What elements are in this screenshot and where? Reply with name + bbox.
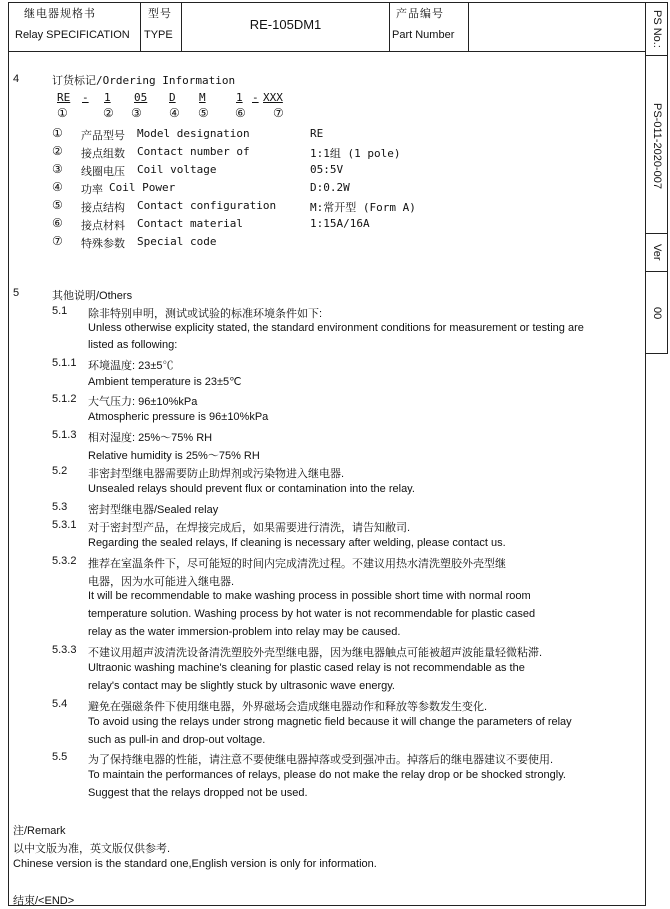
row-label-cn: 功率 xyxy=(81,183,103,196)
clause-text-en: temperature solution. Washing process by hot water is not recommendable for plastic cased xyxy=(88,608,536,620)
marker-6: ⑥ xyxy=(235,106,246,120)
row-marker: ③ xyxy=(52,162,63,176)
part-number-label-cell xyxy=(390,2,469,52)
marker-2: ② xyxy=(103,106,114,120)
clause-text-en: It will be recommendable to make washing process in possible short time with normal room xyxy=(88,590,531,602)
type-value-cell xyxy=(182,2,390,52)
clause-text-en: Regarding the sealed relays, If cleaning is necessary after welding, please contact us. xyxy=(88,537,506,549)
row-marker: ② xyxy=(52,144,63,158)
row-value: 1:1组 (1 pole) xyxy=(310,147,401,160)
type-label-cell xyxy=(141,2,182,52)
row-label-en: Contact number of xyxy=(137,145,250,158)
clause-number: 5.5 xyxy=(52,751,68,763)
clause-text-cn: 非密封型继电器需要防止助焊剂或污染物进入继电器. xyxy=(88,468,345,480)
code-part-material: 1 xyxy=(236,91,243,104)
marker-1: ① xyxy=(57,106,68,120)
clause-number: 5.4 xyxy=(52,698,68,710)
marker-4: ④ xyxy=(169,106,180,120)
clause-text-en: such as pull-in and drop-out voltage. xyxy=(88,734,266,746)
clause-number: 5.1.1 xyxy=(52,357,77,369)
version-value: 00 xyxy=(651,306,663,320)
row-value: 05:5V xyxy=(310,163,344,176)
section-5-number: 5 xyxy=(13,287,20,299)
part-number-label-cn: 产品编号 xyxy=(396,8,444,20)
part-number-label-en: Part Number xyxy=(392,29,455,41)
clause-text-cn: 对于密封型产品，在焊接完成后，如果需要进行清洗，请告知敝司. xyxy=(88,522,411,534)
row-marker: ⑥ xyxy=(52,216,63,230)
clause-text-en: Ultraonic washing machine's cleaning for plastic cased relay is not recommendable as the xyxy=(88,662,525,674)
section-5-title: 其他说明/Others xyxy=(52,290,133,302)
clause-number: 5.3.2 xyxy=(52,555,77,567)
code-part-dash: - xyxy=(252,91,259,104)
clause-text-en: To maintain the performances of relays, please do not make the relay drop or be shocked strongly. xyxy=(88,769,566,781)
end-marker: 结束/<END> xyxy=(13,895,75,907)
clause-text-en: Suggest that the relays dropped not be used. xyxy=(88,787,308,799)
spec-title-cn: 继电器规格书 xyxy=(24,8,96,20)
clause-text-cn: 大气压力: 96±10%kPa xyxy=(88,396,198,408)
code-part-series: RE xyxy=(57,91,71,104)
code-part-configuration: M xyxy=(199,91,206,104)
row-value: D:0.2W xyxy=(310,181,350,194)
clause-text-en: relay's contact may be slightly stuck by ultrasonic wave energy. xyxy=(88,680,395,692)
row-label-cn: 接点材料 xyxy=(81,219,125,232)
type-label-cn: 型号 xyxy=(148,8,172,20)
section-4-title: 订货标记/Ordering Information xyxy=(52,74,236,87)
clause-text-cn: 不建议用超声波清洗设备清洗塑胶外壳型继电器，因为继电器触点可能被超声波能量轻微粘滞. xyxy=(88,647,543,659)
remark-text-en: Chinese version is the standard one,English version is only for information. xyxy=(13,858,377,870)
document-sidebar xyxy=(646,2,668,354)
ps-number-label: PS No.: xyxy=(651,10,663,48)
clause-text-cn: 避免在强磁条件下使用继电器，外界磁场会造成继电器动作和释放等参数发生变化. xyxy=(88,701,488,713)
code-part-special: XXX xyxy=(263,91,283,104)
clause-text-cn: 除非特别申明，测试或试验的标准环境条件如下: xyxy=(88,308,323,320)
remark-title: 注/Remark xyxy=(13,825,66,837)
clause-text-en: Unsealed relays should prevent flux or contamination into the relay. xyxy=(88,483,415,495)
row-label-en: Coil voltage xyxy=(137,163,217,176)
clause-text-en: Atmospheric pressure is 96±10%kPa xyxy=(88,411,269,423)
spec-title-en: Relay SPECIFICATION xyxy=(15,29,130,41)
clause-text-cn: 推荐在室温条件下，尽可能短的时间内完成清洗过程。不建议用热水清洗塑胶外壳型继 xyxy=(88,558,506,570)
clause-number: 5.3 xyxy=(52,501,68,513)
clause-text-en: Unless otherwise explicity stated, the standard environment conditions for measurement or testing are xyxy=(88,322,584,334)
section-4-number: 4 xyxy=(13,73,20,85)
code-part-power: D xyxy=(169,91,176,104)
clause-number: 5.1 xyxy=(52,305,68,317)
row-label-cn: 特殊参数 xyxy=(81,237,125,250)
code-part-poles: 1 xyxy=(104,91,111,104)
row-label-en: Contact material xyxy=(137,217,243,230)
marker-3: ③ xyxy=(131,106,142,120)
clause-number: 5.1.3 xyxy=(52,429,77,441)
clause-text-cn: 为了保持继电器的性能，请注意不要使继电器掉落或受到强冲击。掉落后的继电器建议不要使用. xyxy=(88,754,554,766)
spec-title-cell xyxy=(8,2,141,52)
clause-text-en: Ambient temperature is 23±5℃ xyxy=(88,376,242,388)
clause-text: 密封型继电器/Sealed relay xyxy=(88,504,219,516)
clause-text-en: listed as following: xyxy=(88,339,178,351)
row-value: RE xyxy=(310,127,324,140)
clause-text-en: Relative humidity is 25%～75% RH xyxy=(88,450,260,462)
type-label-en: TYPE xyxy=(144,29,173,41)
clause-number: 5.3.3 xyxy=(52,644,77,656)
ps-number-value: PS-011-2020-007 xyxy=(651,102,663,190)
version-label: Ver xyxy=(651,243,663,261)
type-value: RE-105DM1 xyxy=(249,17,322,32)
code-part-voltage: 05 xyxy=(134,91,148,104)
marker-7: ⑦ xyxy=(273,106,284,120)
clause-number: 5.2 xyxy=(52,465,68,477)
clause-text-cn: 环境温度: 23±5℃ xyxy=(88,360,174,372)
code-part-dash: - xyxy=(82,91,89,104)
row-marker: ① xyxy=(52,126,63,140)
clause-text-cn: 电器，因为水可能进入继电器. xyxy=(88,576,235,588)
row-marker: ⑦ xyxy=(52,234,63,248)
row-label-en: Special code xyxy=(137,235,217,248)
row-label-cn: 产品型号 xyxy=(81,129,125,142)
row-label-en: Coil Power xyxy=(109,181,176,194)
row-marker: ④ xyxy=(52,180,63,194)
clause-number: 5.3.1 xyxy=(52,519,77,531)
row-label-cn: 接点组数 xyxy=(81,147,125,160)
row-label-cn: 接点结构 xyxy=(81,201,125,214)
clause-text-cn: 相对湿度: 25%～75% RH xyxy=(88,432,213,444)
clause-text-en: To avoid using the relays under strong magnetic field because it will change the parameters of relay xyxy=(88,716,572,728)
row-marker: ⑤ xyxy=(52,198,63,212)
clause-number: 5.1.2 xyxy=(52,393,77,405)
row-value: M:常开型 (Form A) xyxy=(310,201,416,214)
remark-text-cn: 以中文版为准，英文版仅供参考. xyxy=(13,843,171,855)
document-header xyxy=(8,2,646,52)
part-number-value-cell xyxy=(469,2,646,52)
row-value: 1:15A/16A xyxy=(310,217,370,230)
row-label-cn: 线圈电压 xyxy=(81,165,125,178)
row-label-en: Model designation xyxy=(137,127,250,140)
clause-text-en: relay as the water immersion-problem into relay may be caused. xyxy=(88,626,401,638)
marker-5: ⑤ xyxy=(198,106,209,120)
row-label-en: Contact configuration xyxy=(137,199,277,212)
